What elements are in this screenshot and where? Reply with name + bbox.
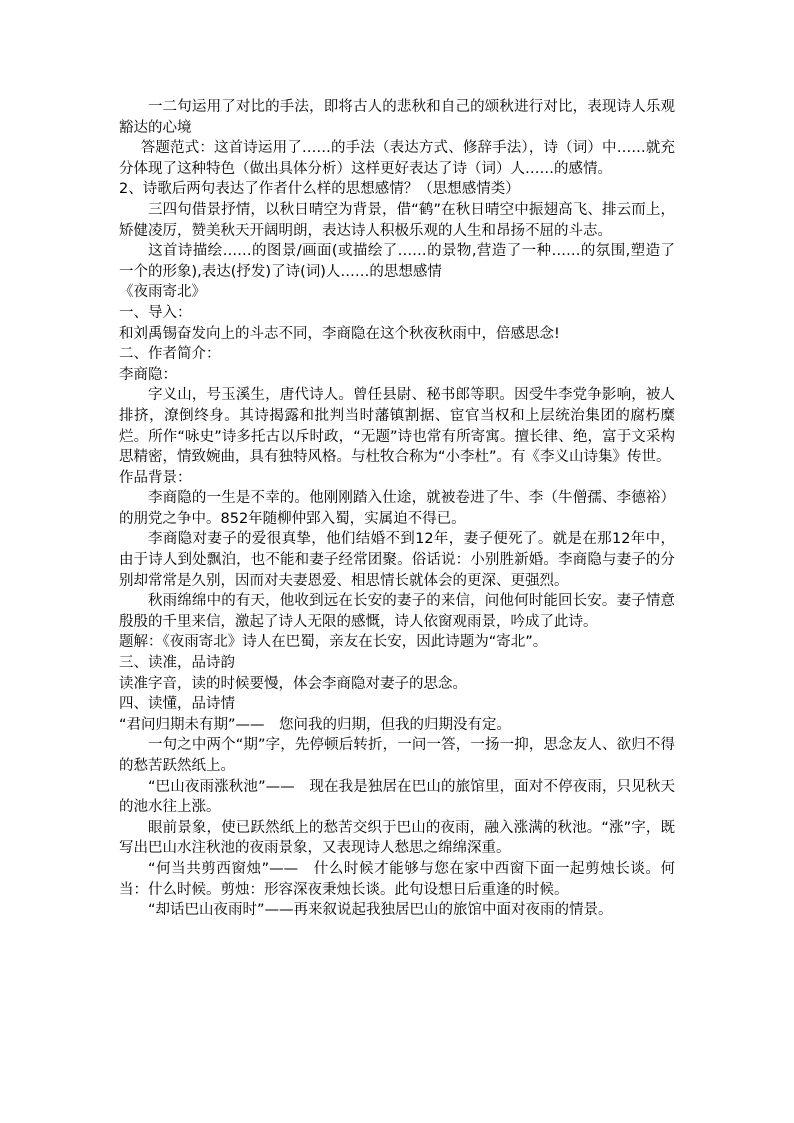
verse-1-analysis: 一句之中两个“期”字，先停顿后转折，一问一答，一扬一抑，思念友人、欲归不得的愁苦跃然纸上。 <box>119 737 675 774</box>
poem-title: 《夜雨寄北》 <box>119 284 206 301</box>
section-1-heading: 一、导入： <box>119 304 192 321</box>
paragraph-answer-template-1: 答题范式：这首诗运用了……的手法（表达方式、修辞手法），诗（词）中……就充分体现了这种特色（做出具体分析）这样更好表达了诗（词）人……的感情。 <box>119 140 675 177</box>
author-name-label: 李商隐： <box>119 366 177 383</box>
author-bio: 字义山，号玉溪生，唐代诗人。曾任县尉、秘书郎等职。因受牛李党争影响，被人排挤，潦倒终身。其诗揭露和批判当时藩镇割据、宦官当权和上层统治集团的腐朽糜烂。所作“咏史”诗多托古以斥时政，“无题”诗也常有所寄寓。擅长律、绝，富于文采构思精密，情致婉曲，具有独特风格。与杜牧合称为“小李杜”。有《李义山诗集》传世。 <box>119 387 675 466</box>
verse-4-explanation: “却话巴山夜雨时”——再来叙说起我独居巴山的旅馆中面对夜雨的情景。 <box>148 902 613 919</box>
paragraph-contrast-analysis: 一二句运用了对比的手法，即将古人的悲秋和自己的颂秋进行对比，表现诗人乐观豁达的心境 <box>119 99 675 136</box>
background-label: 作品背景： <box>119 469 192 486</box>
document-body <box>119 97 675 921</box>
verse-2-explanation: “巴山夜雨涨秋池”—— 现在我是独居在巴山的旅馆里，面对不停夜雨，只见秋天的池水往上涨。 <box>119 778 675 816</box>
section-3-heading: 三、读准，品诗韵 <box>119 655 235 672</box>
paragraph-lines-3-4-analysis: 三四句借景抒情，以秋日晴空为背景，借“鹤”在秋日晴空中振翅高飞、排云而上，矫健凌厉，赞美秋天开阔明朗，表达诗人积极乐观的人生和昂扬不屈的斗志。 <box>119 201 675 239</box>
verse-3-explanation: “何当共剪西窗烛”—— 什么时候才能够与您在家中西窗下面一起剪烛长谈。何当：什么时候。剪烛：形容深夜秉烛长谈。此句设想日后重逢的时候。 <box>119 860 675 898</box>
verse-2-analysis: 眼前景象，使已跃然纸上的愁苦交织于巴山的夜雨，融入涨满的秋池。“涨”字，既写出巴山水注秋池的夜雨景象，又表现诗人愁思之绵绵深重。 <box>119 819 675 857</box>
section-4-heading: 四、读懂，品诗情 <box>119 696 235 713</box>
paragraph-answer-template-2: 这首诗描绘……的图景/画面(或描绘了……的景物,营造了一种……的氛围,塑造了一个的形象),表达(抒发)了诗(词)人……的思想感情 <box>119 243 675 280</box>
verse-1-explanation: “君问归期未有期”—— 您问我的归期，但我的归期没有定。 <box>119 716 512 733</box>
intro-text: 和刘禹锡奋发向上的斗志不同，李商隐在这个秋夜秋雨中，倍感思念! <box>119 325 560 342</box>
background-paragraph-1: 李商隐的一生是不幸的。他刚刚踏入仕途，就被卷进了牛、李（牛僧孺、李德裕）的朋党之争中。852年随柳仲郢入蜀，实属迫不得已。 <box>119 490 675 527</box>
background-paragraph-3: 秋雨绵绵中的有天，他收到远在长安的妻子的来信，问他何时能回长安。妻子情意殷殷的千里来信，激起了诗人无限的感慨，诗人依窗观雨景，吟成了此诗。 <box>119 593 675 630</box>
title-explanation: 题解：《夜雨寄北》诗人在巴蜀，亲友在长安，因此诗题为“寄北”。 <box>119 634 548 651</box>
background-paragraph-2: 李商隐对妻子的爱很真挚，他们结婚不到12年，妻子便死了。就是在那12年中，由于诗人到处飘泊，也不能和妻子经常团聚。俗话说：小别胜新婚。李商隐与妻子的分别却常常是久别，因而对夫妻恩爱、相思情长就体会的更深、更强烈。 <box>119 531 675 589</box>
section-3-text: 读准字音，读的时候要慢，体会李商隐对妻子的思念。 <box>119 675 467 692</box>
question-2-heading: 2、诗歌后两句表达了作者什么样的思想感情？（思想感情类） <box>119 181 520 198</box>
section-2-heading: 二、作者简介： <box>119 346 221 363</box>
